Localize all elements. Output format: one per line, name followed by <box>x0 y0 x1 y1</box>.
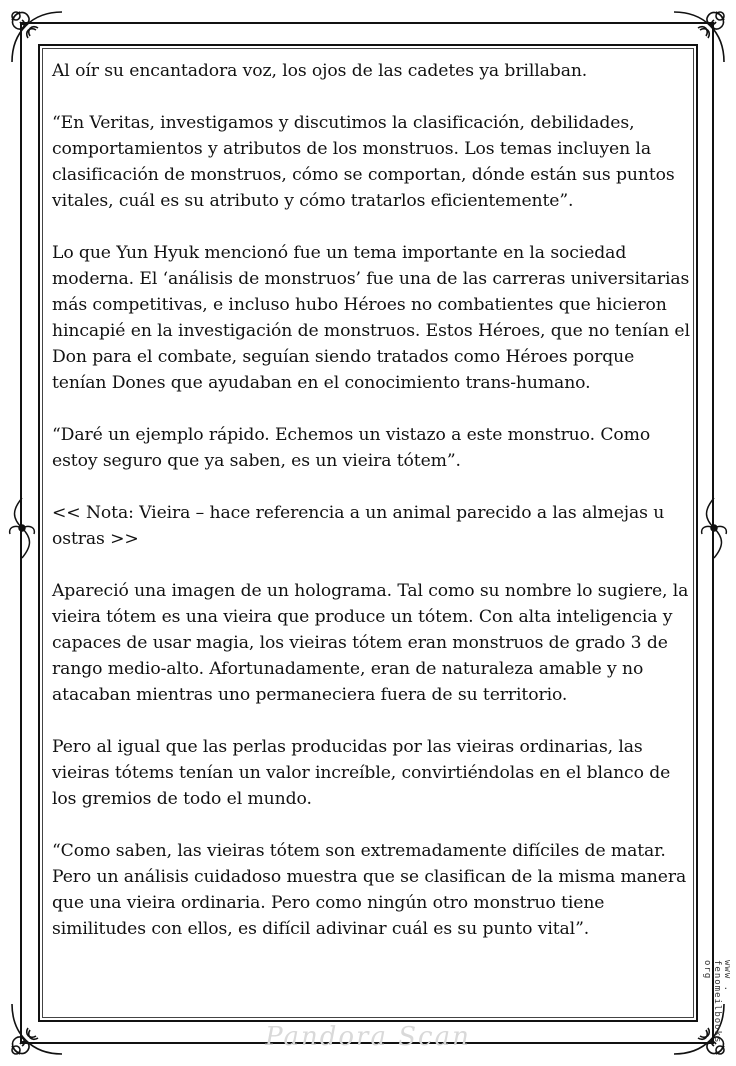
watermark: Pandora Scan <box>265 1022 471 1052</box>
paragraph: “Daré un ejemplo rápido. Echemos un vistazo a este monstruo. Como estoy seguro que ya saben, es un vieira tótem”. <box>52 425 651 471</box>
side-flourish-icon <box>4 496 40 560</box>
paragraph: Apareció una imagen de un holograma. Tal como su nombre lo sugiere, la vieira tótem es una vieira que produce un tótem. Con alta inteligencia y capaces de usar magia, los vieiras tótem eran monstruos de grado 3 de rango medio-alto. Afortunadamente, eran de naturaleza amable y no atacaban mientras uno permaneciera fuera de su territorio. <box>52 581 689 705</box>
paragraph: Al oír su encantadora voz, los ojos de las cadetes ya brillaban. <box>52 61 588 81</box>
side-flourish-icon <box>696 496 732 560</box>
translator-note: << Nota: Vieira – hace referencia a un animal parecido a las almejas u ostras >> <box>52 503 665 549</box>
side-url: www . fenomeilbooks . org <box>702 960 732 1057</box>
paragraph: “Como saben, las vieiras tótem son extremadamente difíciles de matar. Pero un análisis cuidadoso muestra que se clasifican de la misma manera que una vieira ordinaria. Pero como ningún otro monstruo tiene similitudes con ellos, es difícil adivinar cuál es su punto vital”. <box>52 841 687 939</box>
text-body <box>52 58 692 968</box>
paragraph: “En Veritas, investigamos y discutimos la clasificación, debilidades, comportamientos y atributos de los monstruos. Los temas incluyen la clasificación de monstruos, cómo se comportan, dónde están sus puntos vitales, cuál es su atributo y cómo tratarlos eficientemente”. <box>52 113 675 211</box>
paragraph: Pero al igual que las perlas producidas por las vieiras ordinarias, las vieiras tótems tenían un valor increíble, convirtiéndolas en el blanco de los gremios de todo el mundo. <box>52 737 671 809</box>
paragraph: Lo que Yun Hyuk mencionó fue un tema importante en la sociedad moderna. El ‘análisis de monstruos’ fue una de las carreras universitarias más competitivas, e incluso hubo Héroes no combatientes que hicieron hincapié en la investigación de monstruos. Estos Héroes, que no tenían el Don para el combate, seguían siendo tratados como Héroes porque tenían Dones que ayudaban en el conocimiento trans-humano. <box>52 243 690 393</box>
